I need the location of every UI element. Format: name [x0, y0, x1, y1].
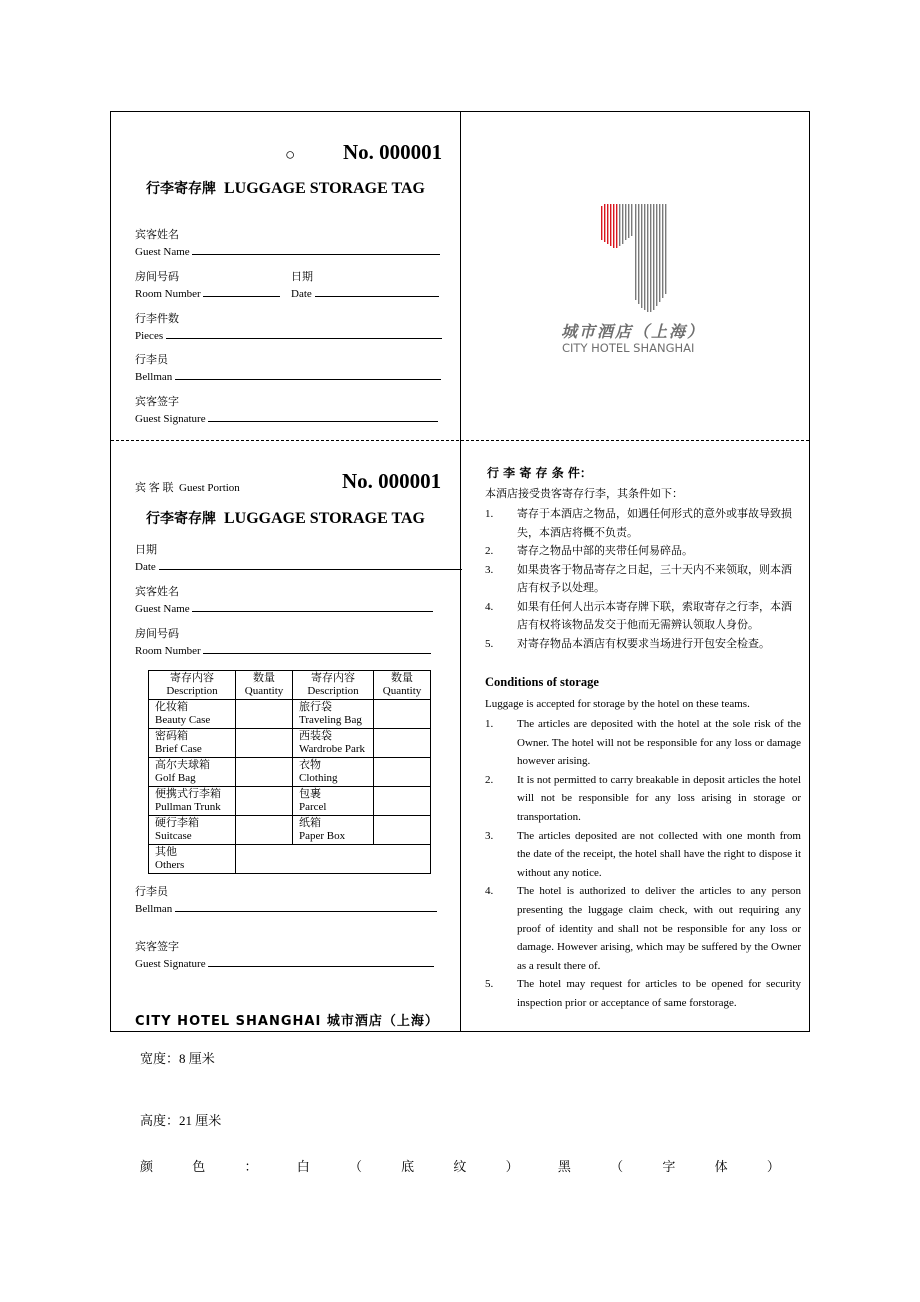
list-item	[485, 505, 801, 542]
portion-en: Guest Portion	[179, 482, 240, 494]
conditions-en-list	[485, 715, 801, 1013]
item-num: 2.	[485, 545, 494, 557]
item-text: The hotel may request for articles to be opened for security inspection prior or acceptance of same forstorage.	[517, 978, 801, 1009]
guest-date-field[interactable]	[135, 543, 462, 575]
qty-cell[interactable]	[236, 700, 293, 729]
tag-title-cn: 行李寄存牌	[146, 181, 216, 197]
header-desc2-cn: 寄存内容	[311, 672, 355, 684]
table-row	[149, 816, 431, 845]
guest-signature-label-cn: 宾客签字	[135, 941, 179, 953]
guest-date-line[interactable]	[159, 558, 462, 570]
date-label-cn: 日期	[291, 271, 313, 283]
logo-stripe	[619, 204, 620, 246]
qty-cell[interactable]	[374, 758, 431, 787]
circle-mark: ○	[285, 145, 296, 164]
portion-cn: 宾 客 联	[135, 482, 174, 494]
color-char: ：	[244, 1159, 258, 1174]
logo-stripe	[631, 204, 632, 236]
guest-date-label-en: Date	[135, 561, 156, 573]
guest-tag-title-cn: 行李寄存牌	[146, 511, 216, 527]
header-desc-en: Description	[166, 685, 218, 697]
guest-name-line[interactable]	[192, 243, 440, 255]
guest-tag-title	[146, 508, 425, 528]
logo-stripe	[653, 204, 654, 310]
qty-cell[interactable]	[236, 758, 293, 787]
item-label: 化妆箱	[155, 701, 188, 713]
logo-stripe	[641, 204, 642, 308]
item-text: 寄存之物品中部的夹带任何易碎品。	[517, 545, 693, 557]
date-label-en: Date	[291, 288, 312, 300]
table-row-others	[149, 845, 431, 874]
color-char: 底	[401, 1159, 415, 1174]
table-row	[149, 700, 431, 729]
table-row	[149, 729, 431, 758]
conditions-en-intro: Luggage is accepted for storage by the hotel on these teams.	[485, 698, 750, 710]
width-note: 宽度：8 厘米	[140, 1051, 215, 1066]
signature-line[interactable]	[208, 410, 438, 422]
header-qty-cn: 数量	[253, 672, 275, 684]
item-num: 3.	[485, 563, 494, 576]
color-char: 纹	[453, 1159, 467, 1174]
guest-room-label-en: Room Number	[135, 645, 201, 657]
conditions-cn-list	[485, 505, 801, 653]
guest-signature-label-en: Guest Signature	[135, 958, 206, 970]
others-label-en: Others	[155, 859, 185, 871]
item-label: Pullman Trunk	[155, 801, 221, 813]
logo-stripe	[610, 204, 611, 246]
item-label: Golf Bag	[155, 772, 196, 784]
item-label: 硬行李箱	[155, 817, 199, 829]
guest-date-label-cn: 日期	[135, 544, 157, 556]
logo-stripe	[622, 204, 623, 244]
logo-stripe	[607, 204, 608, 244]
list-item	[485, 542, 801, 561]
logo-stripe	[635, 204, 636, 300]
list-item	[485, 598, 801, 635]
guest-guestname-line[interactable]	[192, 600, 433, 612]
header-qty2-en: Quantity	[382, 685, 422, 697]
guest-bellman-label-en: Bellman	[135, 903, 173, 915]
color-char: 色	[192, 1159, 206, 1174]
guest-room-field[interactable]	[135, 627, 431, 659]
guest-name-label-cn: 宾客姓名	[135, 229, 179, 241]
guest-name-field[interactable]	[135, 228, 440, 260]
qty-cell[interactable]	[374, 816, 431, 845]
item-label: 西装袋	[299, 730, 332, 742]
qty-cell[interactable]	[236, 729, 293, 758]
logo-stripe	[613, 204, 614, 248]
items-table-wrap	[148, 670, 431, 874]
guest-portion-label	[135, 479, 240, 495]
logo-stripe	[659, 204, 660, 302]
pieces-line[interactable]	[166, 327, 442, 339]
item-text: The articles deposited are not collected with one month from the date of the receipt, the hotel shall have the right to dispose it without any notice.	[517, 829, 801, 879]
list-item	[485, 975, 801, 1012]
color-char: ）	[766, 1159, 780, 1174]
color-char: 黑	[557, 1159, 571, 1174]
table-row	[149, 787, 431, 816]
others-cell[interactable]	[236, 845, 431, 874]
list-item	[485, 771, 801, 827]
item-label: 旅行袋	[299, 701, 332, 713]
pieces-field[interactable]	[135, 312, 442, 344]
logo-mark-icon	[599, 202, 671, 314]
item-num: 2.	[485, 773, 494, 786]
others-label-cn: 其他	[155, 846, 177, 858]
qty-cell[interactable]	[236, 787, 293, 816]
bellman-field[interactable]	[135, 353, 441, 385]
list-item	[485, 635, 801, 654]
tag-title-en: LUGGAGE STORAGE TAG	[224, 180, 425, 197]
qty-cell[interactable]	[374, 729, 431, 758]
guest-room-line[interactable]	[203, 642, 431, 654]
list-item	[485, 561, 801, 598]
color-char: 字	[662, 1159, 676, 1174]
date-field[interactable]	[291, 270, 439, 302]
guest-bellman-field[interactable]	[135, 885, 437, 917]
room-line[interactable]	[203, 285, 280, 297]
qty-cell[interactable]	[236, 816, 293, 845]
color-char: 白	[296, 1159, 310, 1174]
items-table	[148, 670, 431, 874]
guest-tag-number: No. 000001	[342, 469, 442, 493]
logo-stripe	[662, 204, 663, 298]
color-char: （	[348, 1159, 362, 1174]
header-qty-en: Quantity	[244, 685, 284, 697]
table-header-row	[149, 671, 431, 700]
bellman-label-cn: 行李员	[135, 354, 168, 366]
header-desc-cn: 寄存内容	[170, 672, 214, 684]
guest-bellman-line[interactable]	[175, 900, 437, 912]
logo-name-en: CITY HOTEL SHANGHAI	[562, 341, 695, 355]
item-num: 1.	[485, 718, 494, 730]
guest-room-label-cn: 房间号码	[135, 628, 179, 640]
item-num: 4.	[485, 885, 494, 898]
item-label: Suitcase	[155, 830, 192, 842]
tear-line	[111, 440, 809, 441]
item-text: The hotel is authorized to deliver the articles to any person presenting the luggage claim check, with out requiring any proof of identity and shall not be responsible for any loss or damage. However arising, which may be suffered by the Owner as a result there of.	[517, 885, 801, 972]
item-label: 便携式行李箱	[155, 788, 221, 800]
item-num: 5.	[485, 637, 494, 650]
date-line[interactable]	[315, 285, 439, 297]
item-label: 包裹	[299, 788, 321, 800]
item-text: 寄存于本酒店之物品，如遇任何形式的意外或事故导致损失，本酒店将概不负责。	[517, 508, 792, 539]
item-label: Clothing	[299, 772, 338, 784]
bellman-label-en: Bellman	[135, 371, 173, 383]
logo-stripe	[616, 204, 617, 248]
pieces-label-cn: 行李件数	[135, 313, 179, 325]
header-desc2-en: Description	[307, 685, 359, 697]
item-text: 如果有任何人出示本寄存牌下联，索取寄存之行李，本酒店有权将该物品发交于他而无需辨认领取人身份。	[517, 600, 792, 631]
guest-guestname-field[interactable]	[135, 585, 433, 617]
hotel-footer: CITY HOTEL SHANGHAI 城市酒店（上海）	[135, 1014, 439, 1029]
item-text: The articles are deposited with the hotel at the sole risk of the Owner. The hotel will not be responsible for any loss or damage however arising.	[517, 718, 801, 768]
logo-stripe	[604, 204, 605, 242]
hotel-logo	[599, 202, 671, 319]
item-label: Brief Case	[155, 743, 202, 755]
item-label: Beauty Case	[155, 714, 211, 726]
qty-cell[interactable]	[374, 700, 431, 729]
list-item	[485, 827, 801, 883]
height-note: 高度：21 厘米	[140, 1113, 222, 1128]
item-num: 3.	[485, 829, 494, 842]
header-qty2-cn: 数量	[391, 672, 413, 684]
logo-stripe	[656, 204, 657, 306]
table-row	[149, 758, 431, 787]
list-item	[485, 715, 801, 771]
tag-number: No. 000001	[343, 140, 443, 164]
logo-stripe	[644, 204, 645, 310]
item-num: 4.	[485, 600, 494, 613]
list-item	[485, 882, 801, 975]
guest-signature-line[interactable]	[208, 955, 434, 967]
room-number-field[interactable]	[135, 270, 280, 302]
qty-cell[interactable]	[374, 787, 431, 816]
color-char: ）	[505, 1159, 519, 1174]
logo-name-cn: 城市酒店（上海）	[561, 322, 706, 341]
luggage-tag-frame	[110, 111, 810, 1032]
signature-label-en: Guest Signature	[135, 413, 206, 425]
conditions-cn-heading: 行 李 寄 存 条 件：	[487, 466, 592, 480]
item-text: 对寄存物品本酒店有权要求当场进行开包安全检查。	[517, 637, 770, 650]
item-label: 密码箱	[155, 730, 188, 742]
color-char: 颜	[140, 1159, 154, 1174]
tag-title	[146, 178, 425, 198]
conditions-cn-intro: 本酒店接受贵客寄存行李，其条件如下：	[485, 488, 683, 500]
color-char: （	[610, 1159, 624, 1174]
item-num: 1.	[485, 508, 494, 520]
guest-name-label-en: Guest Name	[135, 246, 190, 258]
item-label: 纸箱	[299, 817, 321, 829]
room-label-en: Room Number	[135, 288, 201, 300]
logo-stripe	[665, 204, 666, 294]
signature-field[interactable]	[135, 395, 438, 427]
item-label: Paper Box	[299, 830, 346, 842]
logo-stripe	[647, 204, 648, 312]
item-text: 如果贵客于物品寄存之日起，三十天内不来领取，则本酒店有权予以处理。	[517, 563, 792, 594]
logo-stripe	[650, 204, 651, 312]
guest-tag-title-en: LUGGAGE STORAGE TAG	[224, 510, 425, 527]
item-label: Parcel	[299, 801, 327, 813]
item-label: 高尔夫球箱	[155, 759, 210, 771]
item-label: Wardrobe Park	[299, 743, 366, 755]
guest-guestname-label-cn: 宾客姓名	[135, 586, 179, 598]
guest-guestname-label-en: Guest Name	[135, 603, 190, 615]
item-label: Traveling Bag	[299, 714, 362, 726]
guest-bellman-label-cn: 行李员	[135, 886, 168, 898]
logo-stripe	[601, 206, 602, 240]
room-label-cn: 房间号码	[135, 271, 179, 283]
color-char: 体	[714, 1159, 728, 1174]
logo-stripe	[628, 204, 629, 238]
signature-label-cn: 宾客签字	[135, 396, 179, 408]
item-label: 衣物	[299, 759, 321, 771]
color-note	[140, 1156, 780, 1175]
item-text: It is not permitted to carry breakable in deposit articles the hotel will not be responsible for any loss arising in storage or transportation.	[517, 773, 801, 823]
pieces-label-en: Pieces	[135, 330, 164, 342]
bellman-line[interactable]	[175, 368, 441, 380]
logo-stripe	[625, 204, 626, 240]
guest-signature-field[interactable]	[135, 940, 434, 972]
conditions-en-heading: Conditions of storage	[485, 675, 599, 689]
logo-stripe	[638, 204, 639, 304]
item-num: 5.	[485, 978, 494, 991]
